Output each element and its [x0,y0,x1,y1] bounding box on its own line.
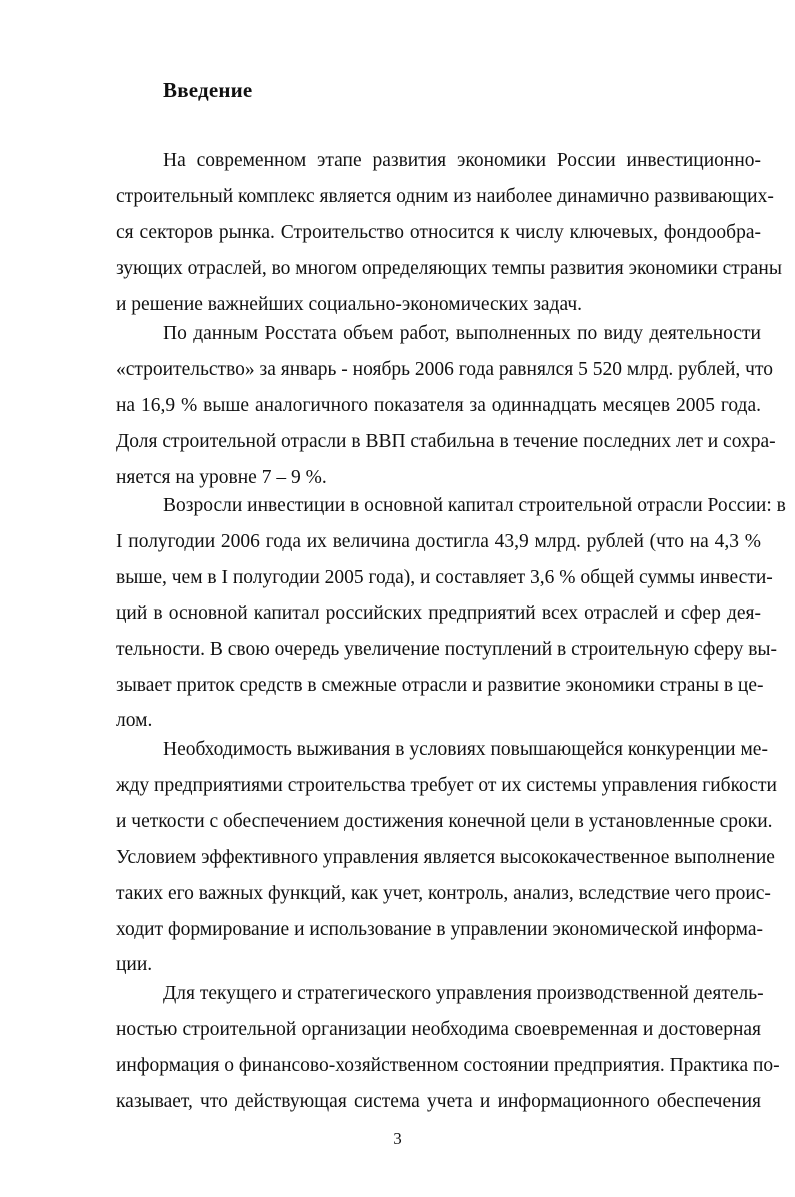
paragraph-line: няется на уровне 7 – 9 %. [116,466,327,488]
paragraph-line: Условием эффективного управления является высококачественное выполнение [116,846,775,868]
paragraph-1 [116,143,782,323]
paragraph-line: жду предприятиями строительства требует от их системы управления гибкости [116,774,777,796]
paragraph-line: ностью строительной организации необходима своевременная и достоверная [116,1018,761,1040]
paragraph-line: I полугодии 2006 года их величина достигла 43,9 млрд. рублей (что на 4,3 % [116,530,761,552]
paragraph-line: ций в основной капитал российских предприятий всех отраслей и сфер дея- [116,602,761,624]
paragraph-5 [116,976,780,1120]
paragraph-line: таких его важных функций, как учет, контроль, анализ, вследствие чего проис- [116,882,771,904]
paragraph-line: ся секторов рынка. Строительство относится к числу ключевых, фондообра- [116,221,761,243]
paragraph-line: Доля строительной отрасли в ВВП стабильна в течение последних лет и сохра- [116,430,776,452]
paragraph-line: и решение важнейших социально-экономических задач. [116,293,583,315]
paragraph-line: По данным Росстата объем работ, выполненных по виду деятельности [163,323,761,344]
paragraph-line: На современном этапе развития экономики России инвестиционно- [163,150,761,171]
section-heading: Введение [163,78,253,102]
paragraph-line: «строительство» за январь - ноябрь 2006 года равнялся 5 520 млрд. рублей, что [116,358,773,380]
paragraph-4 [116,732,777,983]
paragraph-line: зывает приток средств в смежные отрасли и развитие экономики страны в це- [116,674,764,696]
paragraph-line: и четкости с обеспечением достижения конечной цели в установленные сроки. [116,810,773,832]
paragraph-line: казывает, что действующая система учета и информационного обеспечения [116,1090,761,1112]
paragraph-line: лом. [116,710,153,732]
paragraph-line: Возросли инвестиции в основной капитал строительной отрасли России: в [163,495,786,516]
paragraph-line: ции. [116,954,153,976]
page-number: 3 [393,1129,402,1148]
paragraph-line: зующих отраслей, во многом определяющих темпы развития экономики страны [116,257,782,279]
paragraph-line: Для текущего и стратегического управления производственной деятель- [163,983,764,1004]
paragraph-line: тельности. В свою очередь увеличение поступлений в строительную сферу вы- [116,638,778,660]
paragraph-line: информация о финансово-хозяйственном состоянии предприятия. Практика по- [116,1054,780,1076]
paragraph-2 [116,316,776,496]
paragraph-line: Необходимость выживания в условиях повышающейся конкуренции ме- [163,739,768,760]
paragraph-3 [116,488,786,739]
paragraph-line: ходит формирование и использование в управлении экономической информа- [116,918,763,940]
paragraph-line: выше, чем в I полугодии 2005 года), и составляет 3,6 % общей суммы инвести- [116,566,773,588]
paragraph-line: строительный комплекс является одним из наиболее динамично развивающих- [116,185,774,207]
paragraph-line: на 16,9 % выше аналогичного показателя за одиннадцать месяцев 2005 года. [116,394,761,416]
